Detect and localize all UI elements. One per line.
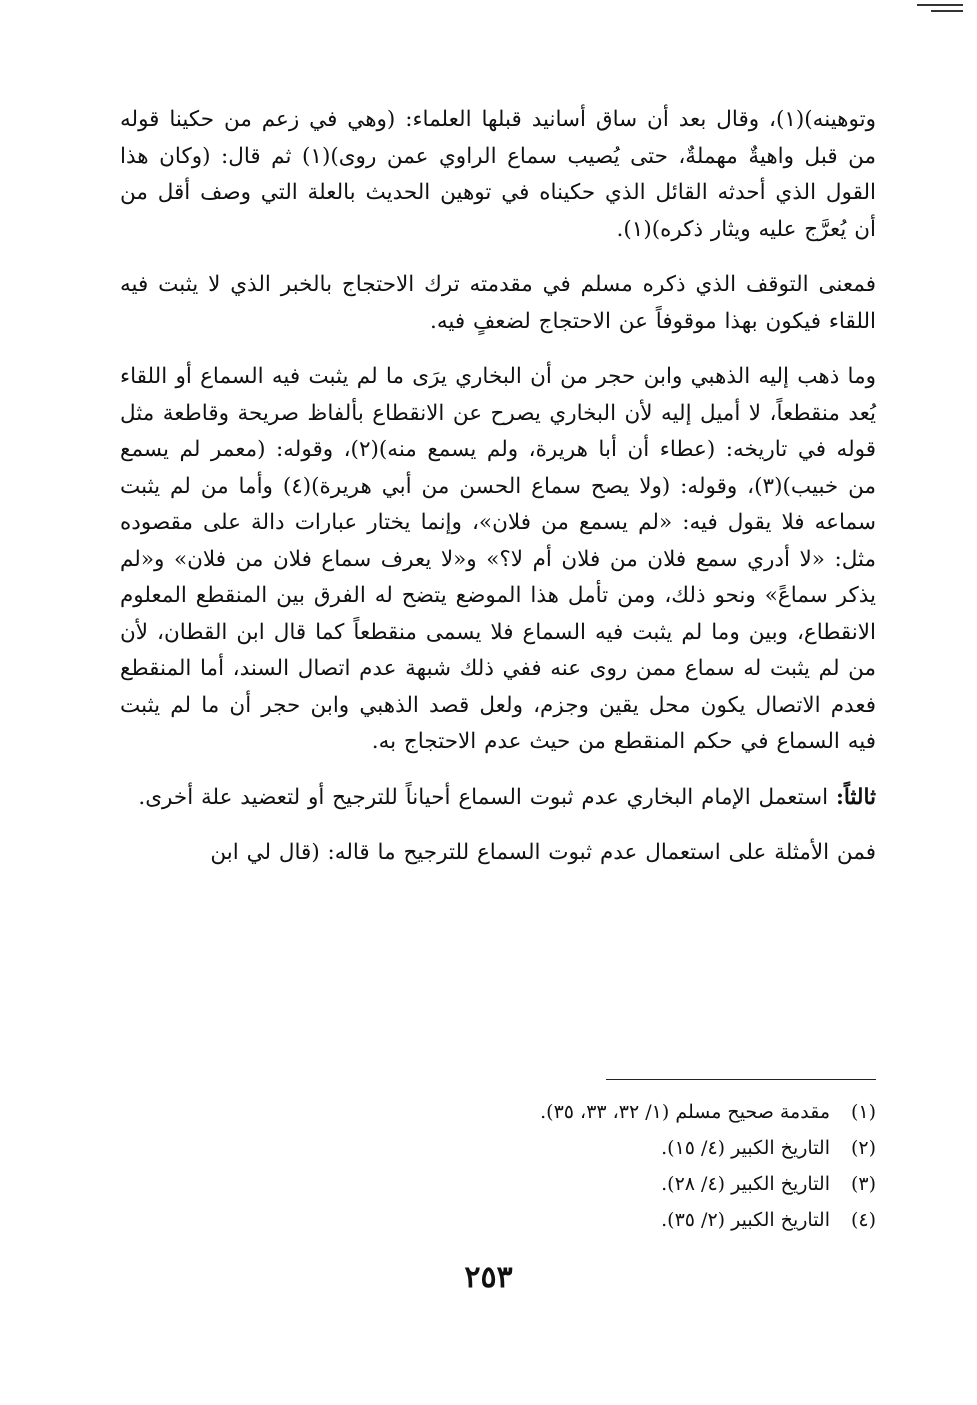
footnote-number: (٣) (850, 1173, 876, 1195)
footnote-text: التاريخ الكبير (٤/ ٢٨). (661, 1173, 830, 1195)
paragraph-thirdly (120, 780, 876, 817)
footnote-text: التاريخ الكبير (٢/ ٣٥). (661, 1209, 830, 1231)
footnote-text: التاريخ الكبير (٤/ ١٥). (661, 1137, 830, 1159)
footnote-number: (٢) (850, 1137, 876, 1159)
footnotes-list (276, 1094, 876, 1238)
footnote-item (276, 1094, 876, 1130)
footnote-item (276, 1202, 876, 1238)
footnote-item (276, 1166, 876, 1202)
paragraph-suspension: فمعنى التوقف الذي ذكره مسلم في مقدمته ترك الاحتجاج بالخبر الذي لا يثبت فيه اللقاء فيكون بهذا موقوفاً عن الاحتجاج لضعفٍ فيه. (120, 272, 876, 334)
footnote-number: (٤) (850, 1209, 876, 1231)
page-body (120, 102, 876, 891)
thirdly-heading: ثالثاً: (835, 784, 876, 810)
footnote-number: (١) (850, 1101, 876, 1123)
page-number: ٢٥٣ (464, 1260, 513, 1295)
footnote-separator (606, 1079, 876, 1080)
thirdly-text: استعمل الإمام البخاري عدم ثبوت السماع أحياناً للترجيح أو لتعضيد علة أخرى. (138, 784, 836, 810)
footnote-text: مقدمة صحيح مسلم (١/ ٣٢، ٣٣، ٣٥). (540, 1101, 830, 1123)
paragraph-quotation: وتوهينه)(١)، وقال بعد أن ساق أسانيد قبلها العلماء: (وهي في زعم من حكينا قوله من قبل واهيةٌ مهملةٌ، حتى يُصيب سماع الراوي عمن روى)(١) ثم قال: (وكان هذا القول الذي أحدثه القائل الذي حكيناه في توهين الحديث بالعلة التي وصف أقل من أن يُعرَّج عليه ويثار ذكره)(١). (120, 107, 876, 242)
paragraph-examples: فمن الأمثلة على استعمال عدم ثبوت السماع للترجيح ما قاله: (قال لي ابن (210, 840, 876, 865)
footnote-item (276, 1130, 876, 1166)
corner-line (931, 10, 963, 12)
corner-line (917, 4, 963, 6)
paragraph-dhahabi-ibn-hajar: وما ذهب إليه الذهبي وابن حجر من أن البخاري يرَى ما لم يثبت فيه السماع أو اللقاء يُعد منقطعاً، لا أميل إليه لأن البخاري يصرح عن الانقطاع بألفاظ صريحة وقاطعة مثل قوله في تاريخه: (عطاء أن أبا هريرة، ولم يسمع منه)(٢)، وقوله: (معمر لم يسمع من خبيب)(٣)، وقوله: (ولا يصح سماع الحسن من أبي هريرة)(٤) وأما من لم يثبت سماعه فلا يقول فيه: «لم يسمع من فلان»، وإنما يختار عبارات دالة على مقصوده مثل: «لا أدري سمع فلان من فلان أم لا؟» و«لا يعرف سماع فلان من فلان» و«لم يذكر سماعً» ونحو ذلك، ومن تأمل هذا الموضع يتضح له الفرق بين المنقطع المعلوم الانقطاع، وبين وما لم يثبت فيه السماع فلا يسمى منقطعاً كما قال ابن القطان، لأن من لم يثبت له سماع ممن روى عنه ففي ذلك شبهة عدم اتصال السند، أما المنقطع فعدم الاتصال يكون محل يقين وجزم، ولعل قصد الذهبي وابن حجر أن ما لم يثبت فيه السماع في حكم المنقطع من حيث عدم الاحتجاج به. (120, 364, 876, 754)
corner-mark (917, 4, 963, 18)
